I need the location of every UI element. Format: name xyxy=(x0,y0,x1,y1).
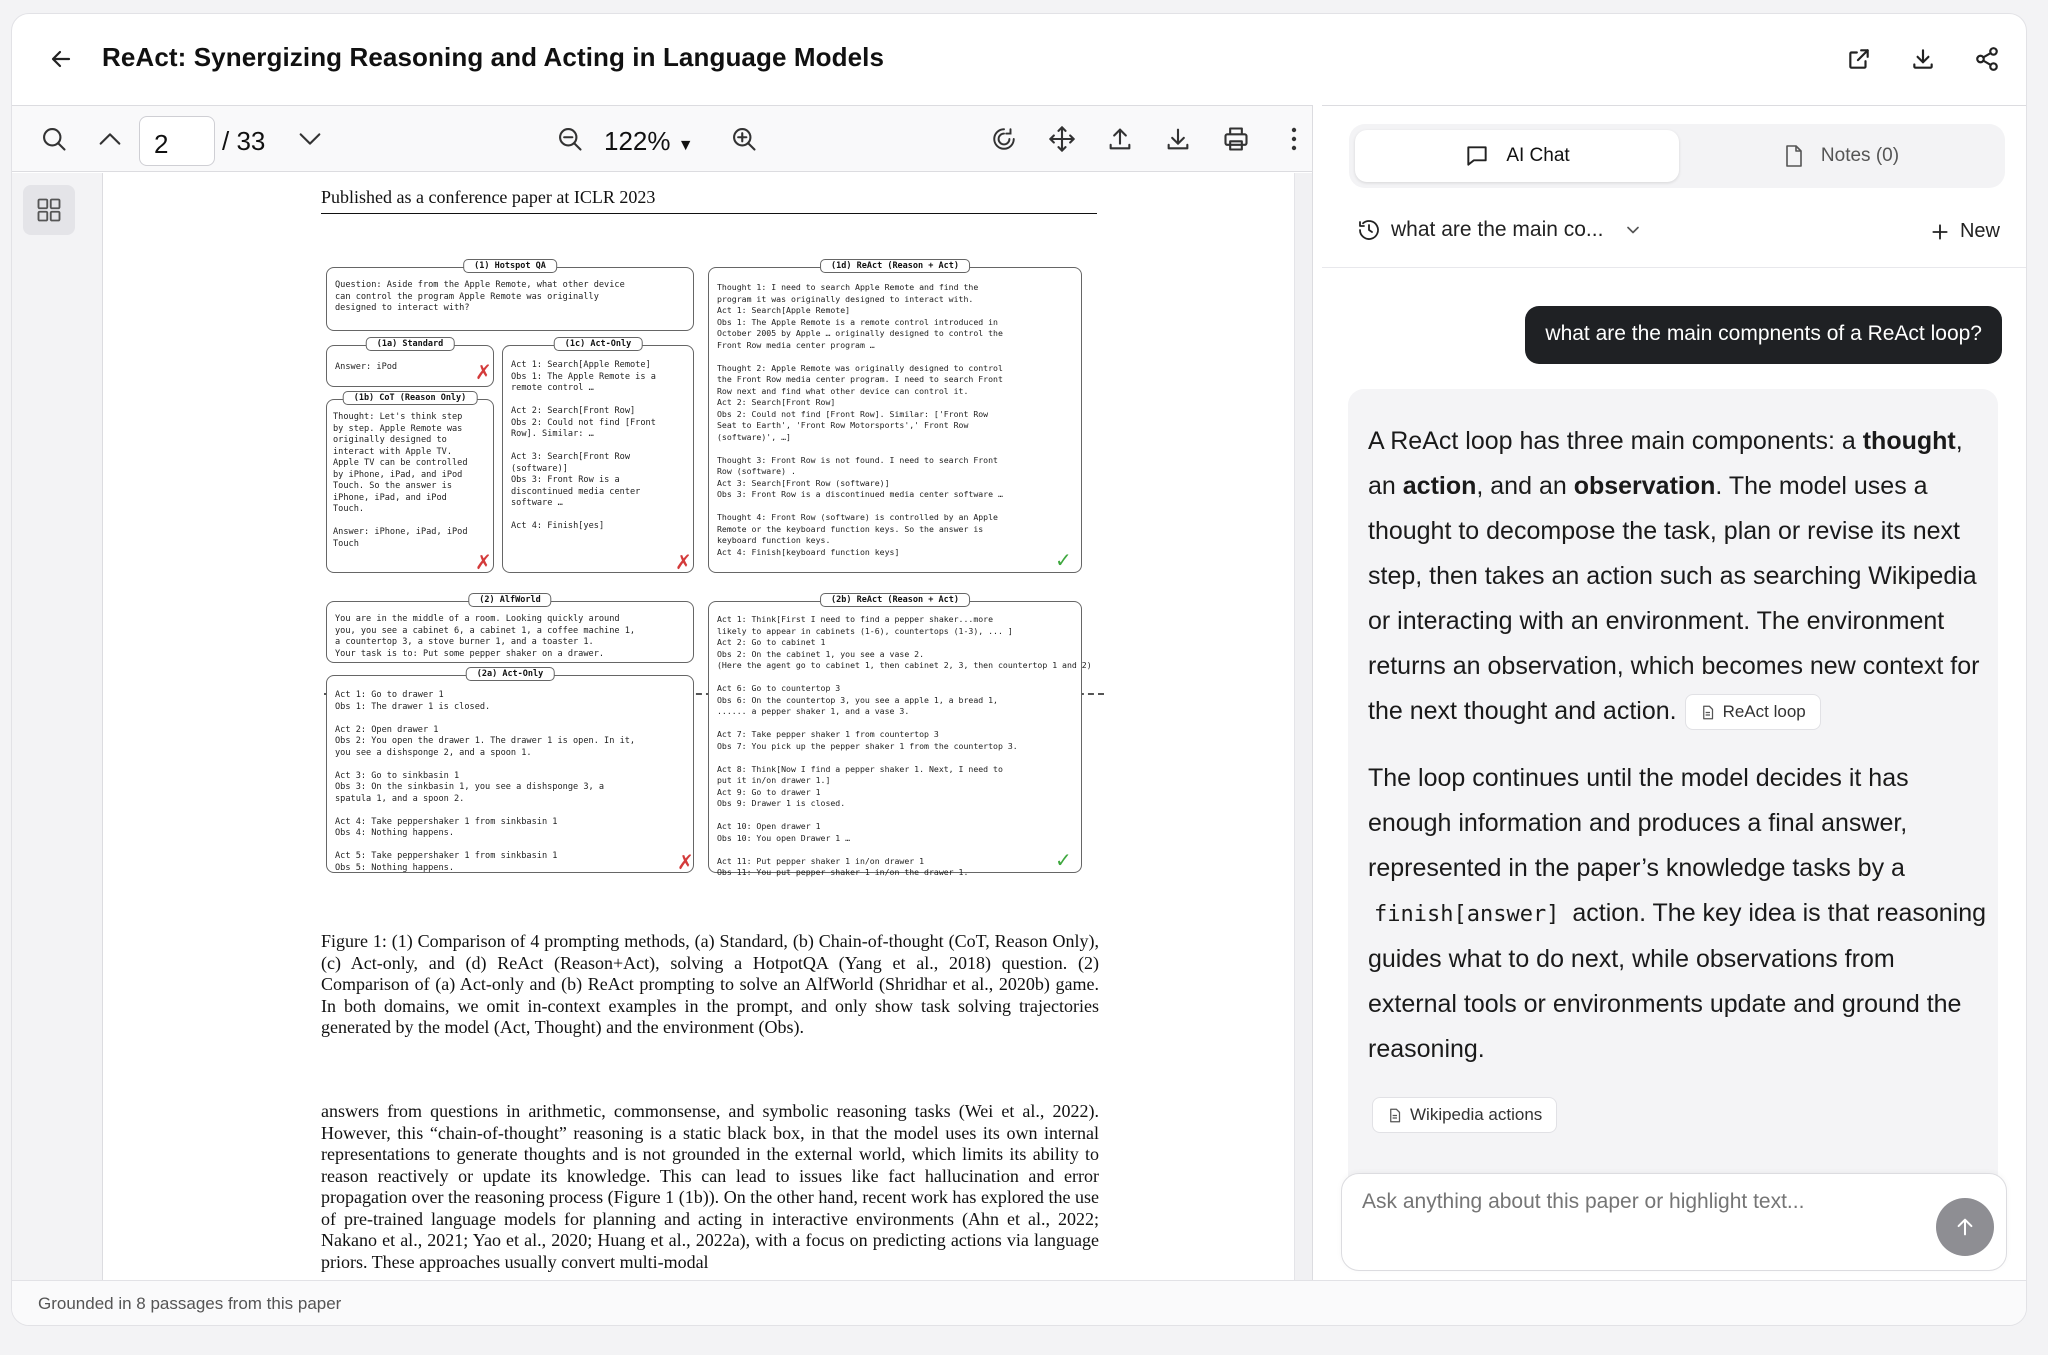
conversation-bar xyxy=(1322,198,2027,268)
wrong-mark-icon: ✗ xyxy=(675,550,692,574)
figure-1 xyxy=(324,253,1104,903)
new-chat-button[interactable] xyxy=(1930,220,2000,243)
send-button[interactable] xyxy=(1936,1198,1994,1256)
panel-text: Thought 1: I need to search Apple Remote and find the program it was originally designed to interact with. Act 1: Search[Apple Remote] Obs 1: The Apple Remote is a remote control introduced in October 2005 by Apple … originally designed to control the Front Row media center program … Thought 2: Apple Remote was originally designed to control the Front Row media center program. I need to search Front Row next and find what other device can control it. Act 2: Search[Front Row] Obs 2: Could not find [Front Row]. Similar: ['Front Row Seat to Earth', 'Front Row Motorsports',' Front Row (software)', …] Thought 3: Front Row is not found. I need to search Front Row (software) . Act 3: Search[Front Row (software)] Obs 3: Front Row is a discontinued media center software … Thought 4: Front Row (software) is controlled by an Apple Remote or the keyboard function keys. So the answer is keyboard function keys. Act 4: Finish[keyboard function keys] xyxy=(717,282,1003,557)
new-chat-label: New xyxy=(1959,220,2000,242)
chevron-down-icon xyxy=(1623,220,1643,240)
assistant-message xyxy=(1348,389,1998,1239)
answer-paragraph xyxy=(1368,756,1988,1072)
pdf-viewer xyxy=(12,105,1313,1280)
chat-bubble-icon xyxy=(1464,143,1490,169)
citation-chip[interactable] xyxy=(1372,1097,1557,1133)
download-icon xyxy=(1164,125,1192,153)
status-text: Grounded in 8 passages from this paper xyxy=(38,1294,342,1313)
panel-title: (2) AlfWorld xyxy=(468,593,551,607)
panel-text: Thought: Let's think step by step. Apple Remote was originally designed to interact with Apple TV. Apple TV can be controlled by iPhone, iPad, and iPod Touch. So the answer is iPhone, iPad, and iPod Touch. Answer: iPhone, iPad, iPod Touch xyxy=(333,412,468,549)
text: The loop continues until the model decides it has enough information and produces a final answer, represented in the paper’s knowledge tasks by a xyxy=(1368,764,1909,882)
panel-text: Act 1: Think[First I need to find a pepper shaker...more likely to appear in cabinets (1-6), countertops (1-3), ... ] Act 2: Go to cabinet 1 Obs 2: On the cabinet 1, you see a vase 2. (Here the agent go to cabinet 1, then cabinet 2, 3, then countertop 1 and 2) Act 6: Go to countertop 3 Obs 6: On the countertop 3, you see a apple 1, a bread 1, ...... a pepper shaker 1, and a vase 3. Act 7: Take pepper shaker 1 from countertop 3 Obs 7: You pick up the pepper shaker 1 from the countertop 3. Act 8: Think[Now I find a pepper shaker 1. Next, I need to put it in/on drawer 1.] Act 9: Go to drawer 1 Obs 9: Drawer 1 is closed. Act 10: Open drawer 1 Obs 10: You open Drawer 1 … Act 11: Put pepper shaker 1 in/on drawer 1 Obs 11: You put pepper shaker 1 in/on the drawer 1. xyxy=(717,614,1092,877)
zoom-out-icon xyxy=(556,125,584,153)
inline-code: finish[answer] xyxy=(1374,902,1560,927)
answer-paragraph xyxy=(1368,419,1988,734)
user-message: what are the main compnents of a ReAct loop? xyxy=(1525,306,2002,364)
zoom-level: 122% xyxy=(604,126,671,156)
print-icon xyxy=(1222,125,1250,153)
term-action: action xyxy=(1402,472,1477,500)
citation-chip[interactable] xyxy=(1685,694,1821,730)
history-icon xyxy=(1357,218,1381,242)
zoom-in-button[interactable] xyxy=(726,121,762,157)
answer-text xyxy=(1368,419,1988,1139)
figure-caption: Figure 1: (1) Comparison of 4 prompting methods, (a) Standard, (b) Chain-of-thought (CoT, Reason Only), (c) Act-only, and (d) ReAct (Reason+Act), solving a HotpotQA (Yang et al., 2018) question. (2) Comparison of (a) Act-only and (b) ReAct prompting to solve an AlfWorld (Shridhar et al., 2020b) game. In both domains, we omit in-context examples in the prompt, and only show task solving trajectories generated by the model (Act, Thought) and the environment (Obs). xyxy=(321,931,1099,1037)
more-options-button[interactable] xyxy=(1276,121,1312,157)
header xyxy=(12,14,2027,104)
panel-act-only xyxy=(502,339,694,574)
correct-mark-icon: ✓ xyxy=(1055,848,1072,872)
conversation-title: what are the main co... xyxy=(1391,218,1604,241)
caret-down-icon: ▼ xyxy=(677,137,694,154)
page-number-input[interactable]: 2 xyxy=(139,116,215,166)
term-thought: thought xyxy=(1862,427,1956,455)
panel-title: (1c) Act-Only xyxy=(554,337,643,351)
pdf-toolbar xyxy=(12,106,1312,172)
citation-label: Wikipedia actions xyxy=(1410,1105,1543,1125)
search-icon xyxy=(40,125,68,153)
panel-hotpotqa-question xyxy=(326,261,694,331)
tab-label: Notes (0) xyxy=(1820,145,1900,166)
term-observation: observation xyxy=(1573,472,1716,500)
zoom-out-button[interactable] xyxy=(552,121,588,157)
header-rule xyxy=(321,213,1097,214)
app-window xyxy=(11,13,2027,1326)
rotate-icon xyxy=(991,126,1017,152)
thumbnails-toggle-button[interactable] xyxy=(23,185,75,235)
tab-ai-chat[interactable] xyxy=(1355,130,1679,182)
page-total: / 33 xyxy=(222,126,266,156)
more-vertical-icon xyxy=(1289,125,1299,153)
search-button[interactable] xyxy=(36,121,72,157)
panel-title: (2a) Act-Only xyxy=(466,667,555,681)
share-icon xyxy=(1974,46,2000,72)
chat-input-box xyxy=(1341,1173,2007,1271)
thumbnail-sidebar xyxy=(12,173,103,1281)
panel-alfworld-react xyxy=(708,595,1092,877)
text: . The model uses a thought to decompose the task, plan or revise its next step, then takes an action such as searching Wikipedia or interacting with an environment. The environment returns an observation, which becomes new context for the next thought and action. xyxy=(1368,472,1980,725)
panel-title: (1b) CoT (Reason Only) xyxy=(343,391,478,405)
chevron-up-icon xyxy=(96,125,124,153)
pdf-page xyxy=(104,173,1312,1281)
panel-title: (1) Hotspot QA xyxy=(463,259,557,273)
tab-notes[interactable] xyxy=(1681,130,1999,182)
correct-mark-icon: ✓ xyxy=(1055,548,1072,572)
print-button[interactable] xyxy=(1218,121,1254,157)
chat-tabs xyxy=(1349,124,2005,188)
running-header: Published as a conference paper at ICLR 2023 xyxy=(321,187,656,207)
download-icon xyxy=(1910,46,1936,72)
status-bar xyxy=(12,1280,2027,1326)
panel-text: Question: Aside from the Apple Remote, what other device can control the program Apple Remote was originally designed to interact with? xyxy=(335,280,625,313)
chat-input[interactable] xyxy=(1362,1190,1922,1214)
next-page-button[interactable] xyxy=(292,121,328,157)
previous-page-button[interactable] xyxy=(92,121,128,157)
panel-title: (1d) ReAct (Reason + Act) xyxy=(820,259,970,273)
wrong-mark-icon: ✗ xyxy=(677,850,694,874)
export-button[interactable] xyxy=(1102,121,1138,157)
panel-alfworld-act-only xyxy=(326,669,694,874)
panel-title: (2b) ReAct (Reason + Act) xyxy=(820,593,970,607)
document-icon xyxy=(1387,1107,1402,1124)
panel-text: Act 1: Search[Apple Remote] Obs 1: The Apple Remote is a remote control … Act 2: Search[Front Row] Obs 2: Could not find [Front Row]. Similar: … Act 3: Search[Front Row (software)] Obs 3: Front Row is a discontinued media center software … Act 4: Finish[yes] xyxy=(511,360,656,531)
arrow-up-icon xyxy=(1954,1216,1976,1238)
zoom-in-icon xyxy=(730,125,758,153)
pdf-scrollbar[interactable] xyxy=(1294,173,1312,1281)
arrow-left-icon xyxy=(49,47,73,71)
plus-icon xyxy=(1930,222,1950,242)
panel-text: You are in the middle of a room. Looking quickly around you, you see a cabinet 6, a cabinet 1, a coffee machine 1, a countertop 3, a stove burner 1, and a toaster 1. Your task is to: Put some pepper shaker on a drawer. xyxy=(335,614,636,659)
document-icon xyxy=(1781,144,1805,168)
pan-tool-button[interactable] xyxy=(1044,121,1080,157)
text: , and an xyxy=(1476,472,1574,500)
external-link-icon xyxy=(1846,46,1872,72)
chat-pane xyxy=(1322,105,2027,1280)
page-title: ReAct: Synergizing Reasoning and Acting in Language Models xyxy=(102,42,885,72)
wrong-mark-icon: ✗ xyxy=(475,360,492,384)
open-external-button[interactable] xyxy=(1842,42,1876,76)
panel-text: Answer: iPod xyxy=(335,362,398,372)
panel-text: Act 1: Go to drawer 1 Obs 1: The drawer 1 is closed. Act 2: Open drawer 1 Obs 2: You open the drawer 1. The drawer 1 is open. In it, you see a dishsponge 2, and a spoon 1. Act 3: Go to sinkbasin 1 Obs 3: On the sinkbasin 1, you see a dishsponge 3, a spatula 1, and a spoon 2. Act 4: Take peppershaker 1 from sinkbasin 1 Obs 4: Nothing happens. Act 5: Take peppershaker 1 from sinkbasin 1 Obs 5: Nothing happens. xyxy=(335,690,636,873)
panel-cot xyxy=(326,393,494,574)
chevron-down-icon xyxy=(296,125,324,153)
text: action. The key idea is that reasoning guides what to do next, while observations from external tools or environments update and ground the reasoning. xyxy=(1368,899,1987,1063)
panel-alfworld xyxy=(326,595,694,663)
save-button[interactable] xyxy=(1160,121,1196,157)
grid-icon xyxy=(35,196,63,224)
rotate-button[interactable] xyxy=(986,121,1022,157)
conversation-selector[interactable] xyxy=(1357,218,1643,242)
citation-label: ReAct loop xyxy=(1722,702,1806,722)
back-button[interactable] xyxy=(44,42,78,76)
zoom-select[interactable] xyxy=(604,126,694,157)
download-button[interactable] xyxy=(1906,42,1940,76)
text: , an xyxy=(1368,427,1963,500)
text: A ReAct loop has three main components: a xyxy=(1368,427,1863,455)
panel-standard xyxy=(326,339,494,387)
document-icon xyxy=(1700,704,1715,721)
wrong-mark-icon: ✗ xyxy=(475,550,492,574)
body-paragraph: answers from questions in arithmetic, commonsense, and symbolic reasoning tasks (Wei et al., 2022). However, this “chain-of-thought” reasoning is a static black box, in that the model uses its own internal representations to generate thoughts and is not grounded in the external world, which limits its ability to reason reactively or update its knowledge. This can lead to issues like fact hallucination and error propagation over the reasoning process (Figure 1 (1b)). On the other hand, recent work has explored the use of pre-trained language models for planning and acting in interactive environments (Ahn et al., 2022; Nakano et al., 2021; Yao et al., 2020; Huang et al., 2022a), with a focus on predicting actions via language priors. These approaches usually convert multi-modal xyxy=(321,1101,1099,1272)
panel-title: (1a) Standard xyxy=(366,337,455,351)
share-button[interactable] xyxy=(1970,42,2004,76)
upload-icon xyxy=(1106,125,1134,153)
panel-react xyxy=(708,261,1082,573)
move-icon xyxy=(1048,125,1076,153)
tab-label: AI Chat xyxy=(1506,145,1570,166)
